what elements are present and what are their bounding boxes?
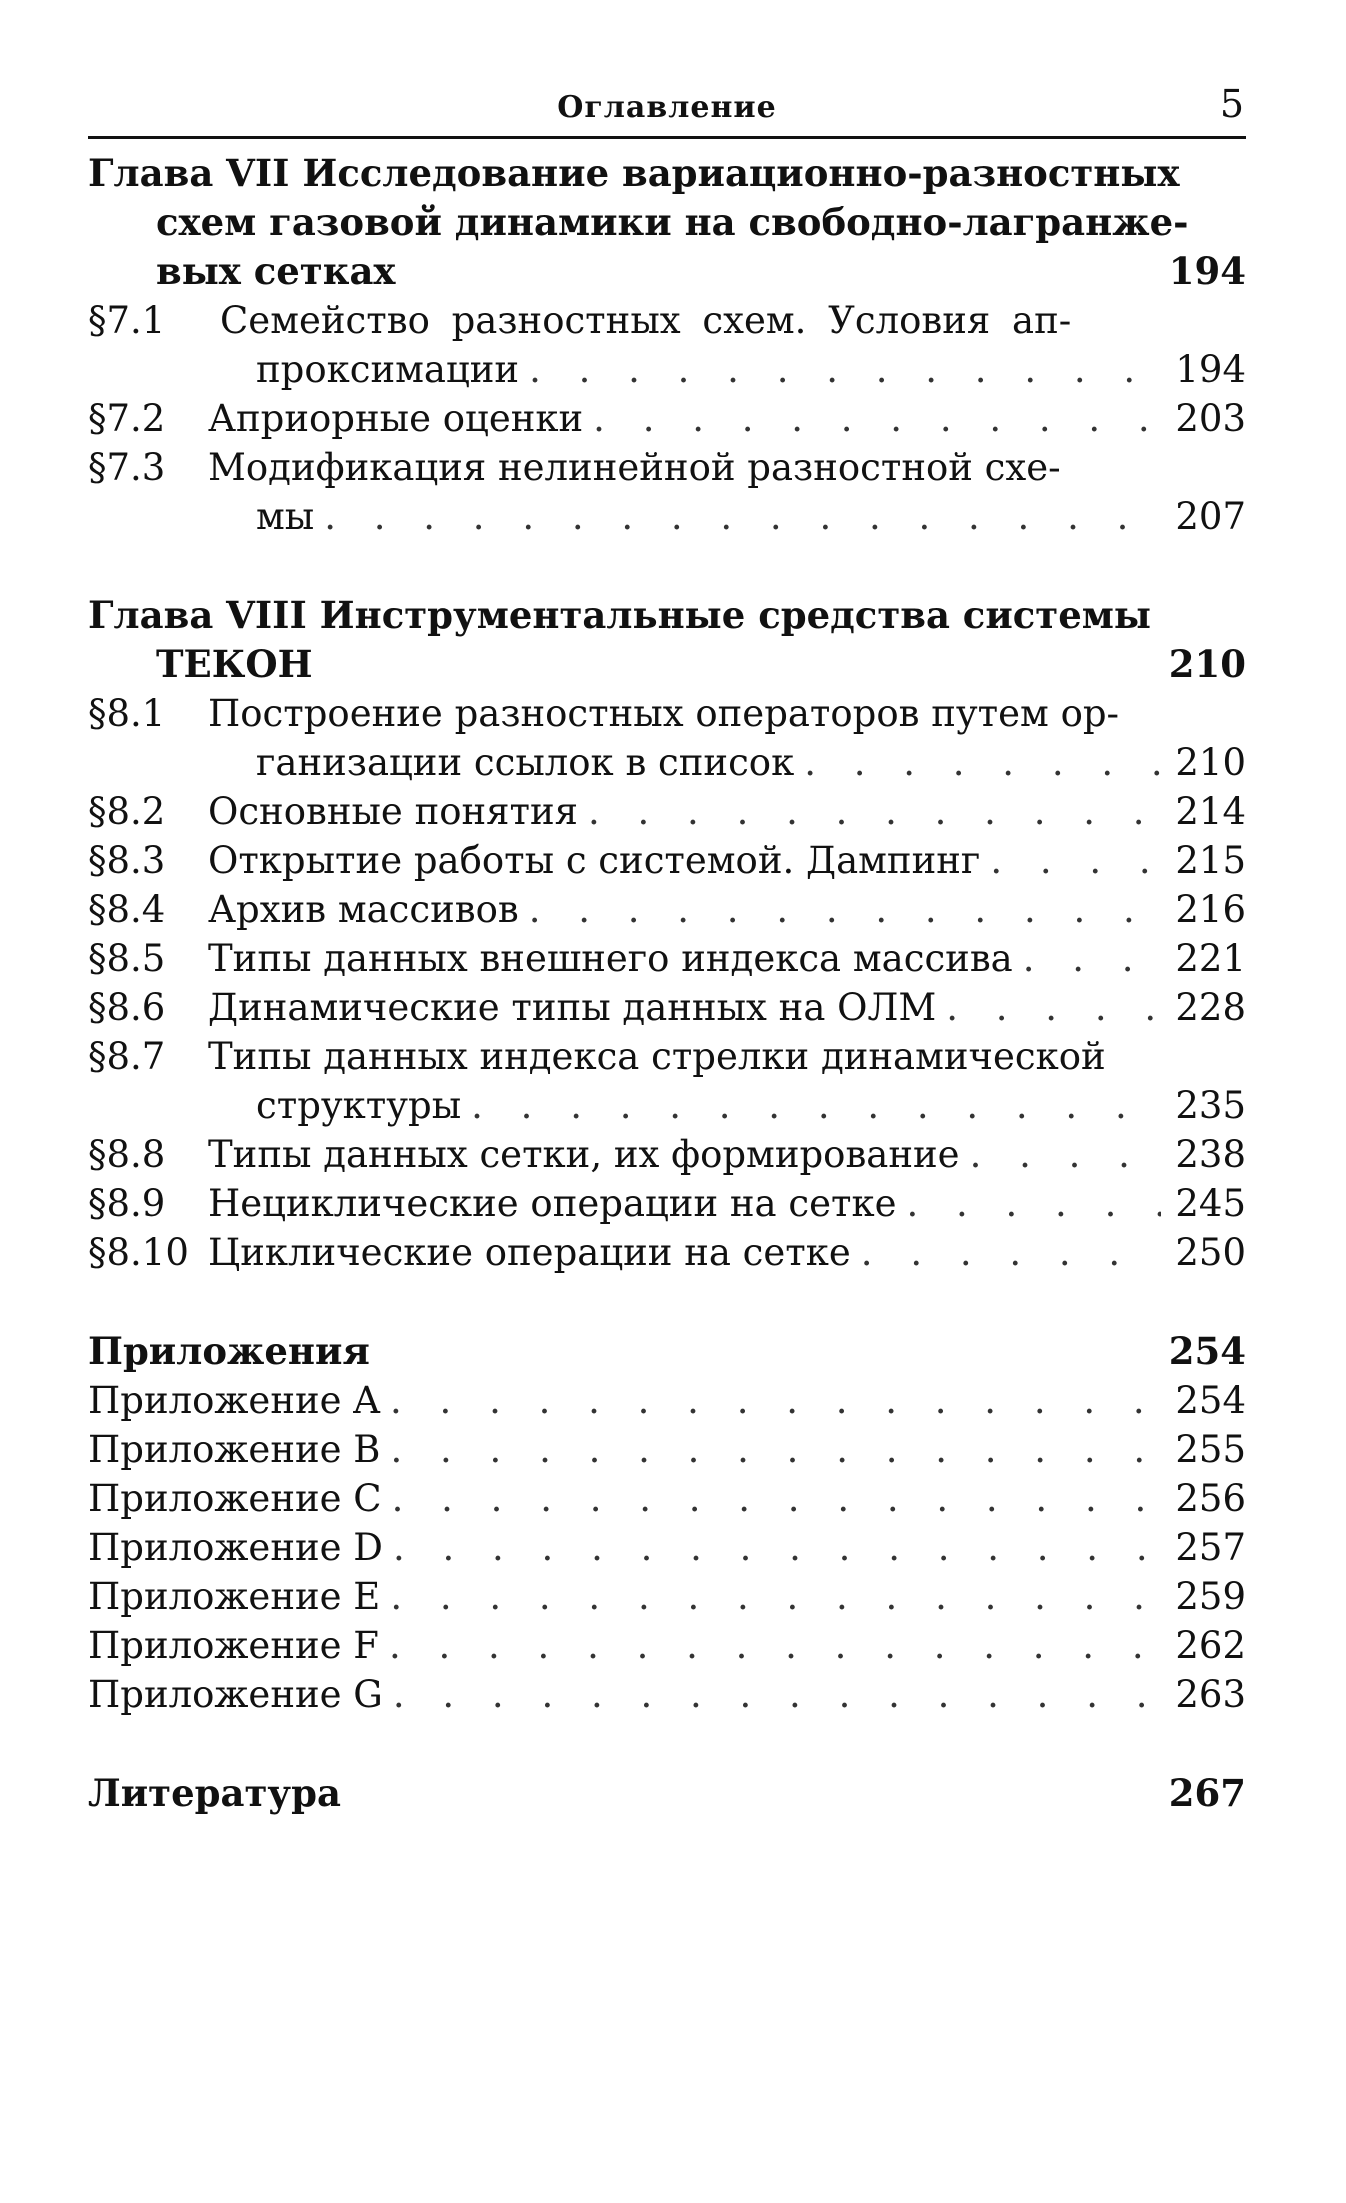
section-title: Априорные оценки <box>208 397 584 440</box>
chapter-8-title-line1: Глава VIII Инструментальные средства системы <box>88 593 1152 637</box>
appendix-label: Приложение A <box>88 1379 381 1422</box>
section-page: 238 <box>1175 1133 1246 1176</box>
appendix-label: Приложение G <box>88 1673 383 1716</box>
section-title-cont: структуры <box>256 1084 462 1127</box>
appendix-d[interactable] <box>88 1523 1246 1572</box>
dot-leader <box>529 345 1161 394</box>
dot-leader <box>471 1081 1161 1130</box>
section-title: Семейство разностных схем. Условия ап- <box>220 299 1072 342</box>
section-page: 215 <box>1175 839 1246 882</box>
appendices-page: 254 <box>1168 1329 1246 1373</box>
dot-leader <box>1023 934 1162 983</box>
section-number: §8.7 <box>88 1035 166 1078</box>
dot-leader <box>588 787 1161 836</box>
dot-leader <box>324 492 1161 541</box>
section-page: 245 <box>1175 1182 1246 1225</box>
toc-entry-7-1[interactable] <box>88 296 1246 394</box>
section-number: §8.4 <box>88 888 166 931</box>
toc-entry-8-4[interactable] <box>88 885 1246 934</box>
section-title-cont: проксимации <box>256 348 520 391</box>
section-page: 216 <box>1175 888 1246 931</box>
appendix-label: Приложение D <box>88 1526 383 1569</box>
chapter-7-title-line1: Глава VII Исследование вариационно-разностных <box>88 151 1180 195</box>
chapter-7-title-line2: схем газовой динамики на свободно-лагранже- <box>156 200 1189 244</box>
appendix-page: 255 <box>1175 1428 1246 1471</box>
dot-leader <box>861 1228 1162 1277</box>
appendix-a[interactable] <box>88 1376 1246 1425</box>
dot-leader <box>391 1425 1162 1474</box>
section-number: §8.3 <box>88 839 166 882</box>
section-title: Динамические типы данных на ОЛМ <box>208 986 937 1029</box>
toc-entry-7-2[interactable] <box>88 394 1246 443</box>
appendix-b[interactable] <box>88 1425 1246 1474</box>
section-number: §8.2 <box>88 790 166 833</box>
toc-entry-7-3[interactable] <box>88 443 1246 541</box>
chapter-7-title-line3: вых сетках <box>156 249 396 293</box>
toc-entry-8-8[interactable] <box>88 1130 1246 1179</box>
section-title: Циклические операции на сетке <box>208 1231 851 1274</box>
section-number: §8.1 <box>88 692 166 735</box>
dot-leader <box>393 1523 1161 1572</box>
section-number: §8.10 <box>88 1231 189 1274</box>
section-page: 203 <box>1175 397 1246 440</box>
chapter-7-heading[interactable] <box>88 149 1246 296</box>
section-page: 228 <box>1175 986 1246 1029</box>
dot-leader <box>529 885 1162 934</box>
chapter-7-page: 194 <box>1168 249 1246 293</box>
dot-leader <box>946 983 1161 1032</box>
section-title: Основные понятия <box>208 790 578 833</box>
dot-leader <box>970 1130 1162 1179</box>
appendix-label: Приложение F <box>88 1624 379 1667</box>
appendix-page: 263 <box>1175 1673 1246 1716</box>
section-title-cont: ганизации ссылок в список <box>256 741 795 784</box>
section-page: 194 <box>1175 348 1246 391</box>
toc-entry-8-1[interactable] <box>88 689 1246 787</box>
toc-entry-8-3[interactable] <box>88 836 1246 885</box>
toc-entry-8-6[interactable] <box>88 983 1246 1032</box>
chapter-8-page: 210 <box>1168 642 1246 686</box>
dot-leader <box>392 1474 1162 1523</box>
section-title: Типы данных индекса стрелки динамической <box>208 1035 1106 1078</box>
section-number: §8.5 <box>88 937 166 980</box>
section-page: 221 <box>1175 937 1246 980</box>
dot-leader <box>393 1670 1162 1719</box>
appendix-label: Приложение B <box>88 1428 381 1471</box>
literature-heading[interactable] <box>88 1769 1246 1818</box>
running-head <box>88 80 1246 139</box>
section-title: Типы данных сетки, их формирование <box>208 1133 960 1176</box>
running-head-title: Оглавление <box>557 90 777 125</box>
section-page: 250 <box>1175 1231 1246 1274</box>
section-number: §8.6 <box>88 986 166 1029</box>
section-title: Модификация нелинейной разностной схе- <box>208 446 1061 489</box>
dot-leader <box>804 738 1161 787</box>
appendix-label: Приложение E <box>88 1575 381 1618</box>
dot-leader <box>990 836 1161 885</box>
section-page: 207 <box>1175 495 1246 538</box>
appendix-page: 257 <box>1175 1526 1246 1569</box>
toc-page <box>88 80 1246 1818</box>
section-number: §8.8 <box>88 1133 166 1176</box>
section-title: Нециклические операции на сетке <box>208 1182 897 1225</box>
chapter-8-title-line2: ТЕКОН <box>156 642 313 686</box>
literature-page: 267 <box>1168 1771 1246 1815</box>
section-number: §8.9 <box>88 1182 166 1225</box>
section-title: Построение разностных операторов путем ор- <box>208 692 1120 735</box>
section-title: Типы данных внешнего индекса массива <box>208 937 1013 980</box>
section-title: Открытие работы с системой. Дампинг <box>208 839 981 882</box>
appendix-label: Приложение C <box>88 1477 382 1520</box>
appendix-page: 254 <box>1175 1379 1246 1422</box>
section-number: §7.1 <box>88 299 166 342</box>
appendix-e[interactable] <box>88 1572 1246 1621</box>
appendix-page: 256 <box>1175 1477 1246 1520</box>
section-title-cont: мы <box>256 495 315 538</box>
dot-leader <box>389 1621 1161 1670</box>
toc-entry-8-2[interactable] <box>88 787 1246 836</box>
toc-entry-8-7[interactable] <box>88 1032 1246 1130</box>
page-number: 5 <box>1219 82 1244 126</box>
dot-leader <box>390 1572 1161 1621</box>
section-page: 235 <box>1175 1084 1246 1127</box>
appendix-g[interactable] <box>88 1670 1246 1719</box>
section-page: 214 <box>1175 790 1246 833</box>
toc-entry-8-10[interactable] <box>88 1228 1246 1277</box>
appendix-page: 262 <box>1175 1624 1246 1667</box>
literature-title: Литература <box>88 1771 341 1815</box>
toc-entry-8-5[interactable] <box>88 934 1246 983</box>
section-number: §7.2 <box>88 397 166 440</box>
section-number: §7.3 <box>88 446 166 489</box>
section-title: Архив массивов <box>208 888 519 931</box>
appendices-heading[interactable] <box>88 1327 1246 1376</box>
appendix-c[interactable] <box>88 1474 1246 1523</box>
dot-leader <box>390 1376 1161 1425</box>
appendices-title: Приложения <box>88 1329 370 1373</box>
dot-leader <box>593 394 1161 443</box>
toc-entry-8-9[interactable] <box>88 1179 1246 1228</box>
dot-leader <box>906 1179 1161 1228</box>
appendix-f[interactable] <box>88 1621 1246 1670</box>
appendix-page: 259 <box>1175 1575 1246 1618</box>
chapter-8-heading[interactable] <box>88 591 1246 689</box>
section-page: 210 <box>1175 741 1246 784</box>
